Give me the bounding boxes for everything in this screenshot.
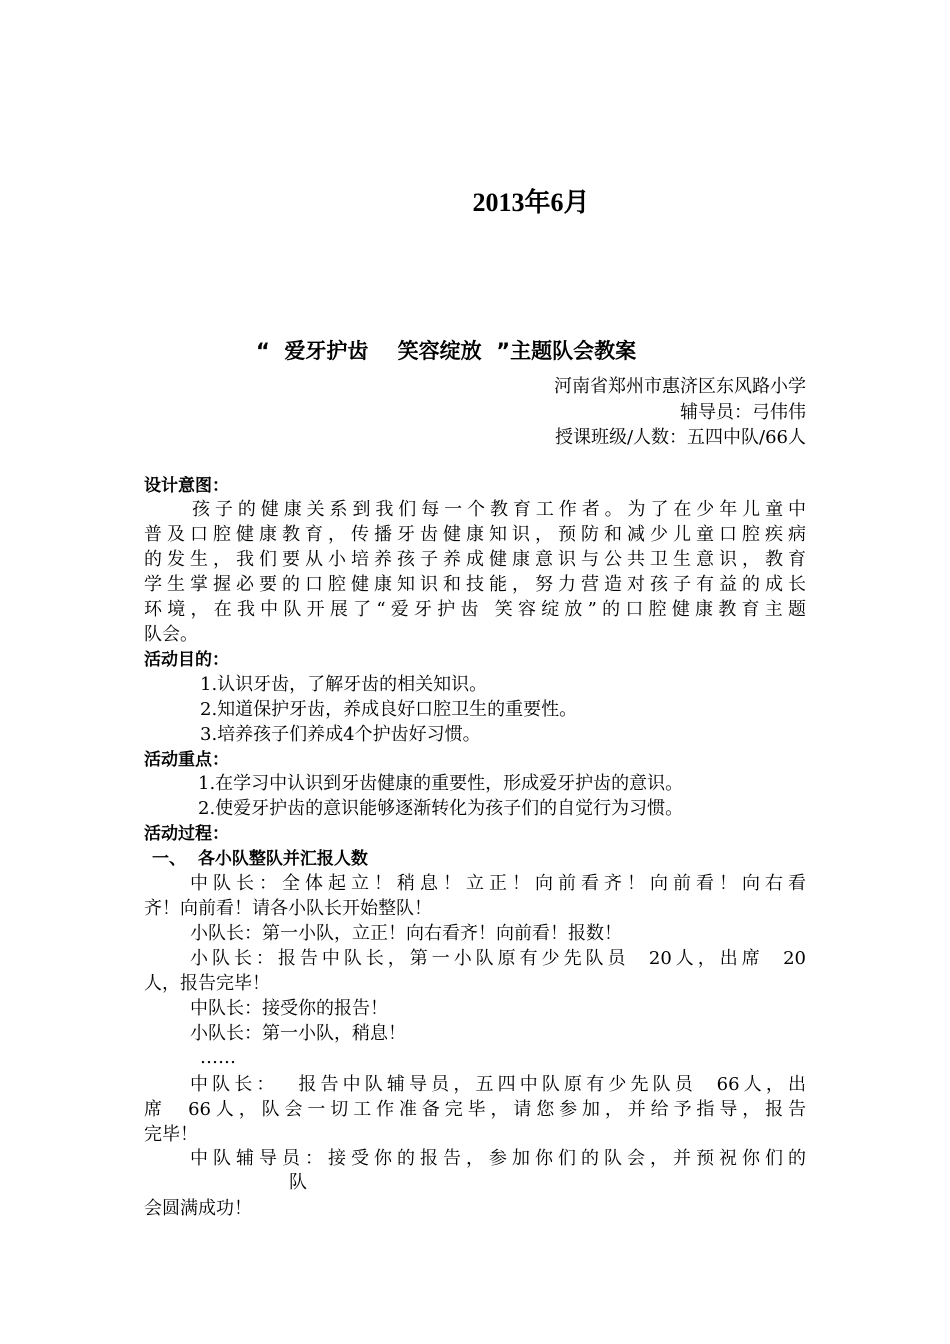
design-line: 孩子的健康关系到我们每一个教育工作者。为了在少年儿童中 [192, 499, 806, 520]
design-line: 环境，在我中队开展了“爱牙护齿 笑容绽放”的口腔健康教育主题 [144, 599, 806, 620]
dialogue-line: 小队长：第一小队，稍息！ [190, 1023, 406, 1044]
dialogue-line: 齐！向前看！请各小队长开始整队！ [144, 898, 432, 919]
class-info: 授课班级/人数：五四中队/66人 [554, 427, 806, 448]
document-title: “ 爱牙护齿 笑容绽放 ”主题队会教案 [256, 339, 637, 363]
dialogue-line: 中队长：接受你的报告！ [190, 998, 388, 1019]
focus-heading: 活动重点： [144, 750, 229, 770]
design-line: 的发生，我们要从小培养孩子养成健康意识与公共卫生意识，教育 [144, 549, 806, 570]
dialogue-line: 中队长： 报告中队辅导员，五四中队原有少先队员 66人，出 [190, 1074, 806, 1095]
dialogue-line: 小队长：第一小队，立正！向右看齐！向前看！报数！ [190, 923, 622, 944]
focus-item: 2.使爱牙护齿的意识能够逐渐转化为孩子们的自觉行为习惯。 [198, 798, 684, 819]
document-date: 2013年6月 [472, 188, 590, 217]
design-line: 学生掌握必要的口腔健康知识和技能，努力营造对孩子有益的成长 [144, 574, 806, 595]
process-step-heading: 一、 各小队整队并汇报人数 [152, 849, 368, 869]
design-heading: 设计意图： [144, 476, 229, 496]
dialogue-line: 小队长：报告中队长，第一小队原有少先队员 20人，出席 20 [190, 948, 806, 969]
school-name: 河南省郑州市惠济区东风路小学 [554, 376, 806, 397]
purpose-item: 1.认识牙齿，了解牙齿的相关知识。 [200, 674, 488, 695]
dialogue-line: 中队辅导员：接受你的报告，参加你们的队会，并预祝你们的 [190, 1148, 806, 1169]
dialogue-line: 人，报告完毕！ [144, 973, 270, 994]
process-heading: 活动过程： [144, 824, 229, 844]
design-line: 普及口腔健康教育，传播牙齿健康知识，预防和减少儿童口腔疾病 [144, 524, 806, 545]
dialogue-line: 完毕！ [144, 1124, 198, 1145]
ellipsis: …… [200, 1047, 236, 1068]
purpose-item: 2.知道保护牙齿，养成良好口腔卫生的重要性。 [200, 699, 578, 720]
dialogue-line: 队 [289, 1172, 307, 1193]
counselor-name: 辅导员：弓伟伟 [680, 402, 806, 423]
purpose-heading: 活动目的： [144, 650, 229, 670]
dialogue-line: 中队长：全体起立！稍息！立正！向前看齐！向前看！向右看 [190, 873, 806, 894]
dialogue-line: 席 66人，队会一切工作准备完毕，请您参加，并给予指导，报告 [144, 1099, 806, 1120]
focus-item: 1.在学习中认识到牙齿健康的重要性，形成爱牙护齿的意识。 [198, 773, 684, 794]
design-line: 队会。 [144, 624, 198, 645]
dialogue-line: 会圆满成功！ [144, 1198, 252, 1219]
purpose-item: 3.培养孩子们养成4个护齿好习惯。 [200, 724, 481, 745]
